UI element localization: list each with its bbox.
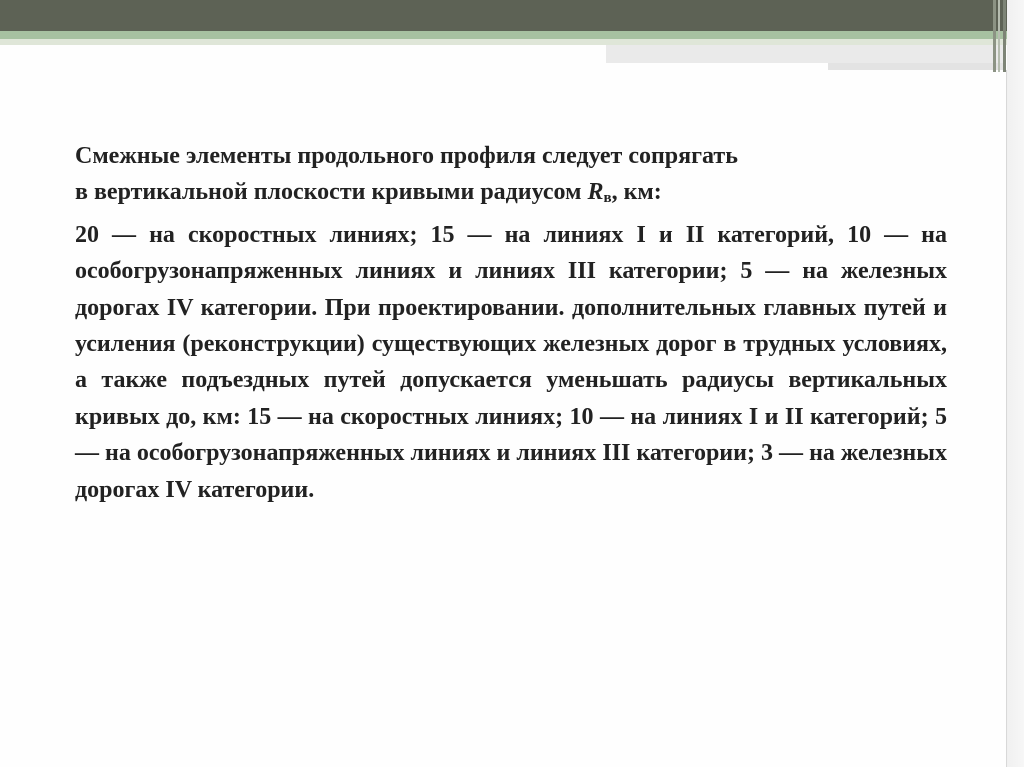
page-edge-line (1006, 70, 1007, 767)
corner-stripe (998, 0, 1000, 72)
header-gray-step (606, 45, 1006, 63)
slide-text (75, 138, 947, 508)
body-paragraph: 20 — на скоростных линиях; 15 — на линиях I и II категорий, 10 — на особогрузонапряженных линиях и линиях III категории; 5 — на железных дорогах IV категории. При проектировании. дополнительных главных путей и усиления (реконструкции) существующих железных дорог в трудных условиях, а также подъездных путей допускается уменьшать радиусы вертикальных кривых до, км: 15 — на скоростных линиях; 10 — на линиях I и II категорий; 5 — на особогрузонапряженных линиях и линиях III категории; 3 — на железных дорогах IV категории. (75, 221, 947, 503)
header-green-band (0, 31, 1024, 39)
header-gray-step-small (828, 63, 1006, 70)
intro-line-2 (75, 174, 947, 216)
radius-symbol: R (587, 179, 604, 206)
corner-stripe (1003, 0, 1006, 72)
intro-line-2-end: , км: (611, 179, 662, 206)
header-dark-band (0, 0, 1024, 31)
intro-line-1: Смежные элементы продольного профиля следует сопрягать (75, 143, 738, 169)
page-edge-shade (1007, 0, 1024, 767)
corner-stripe (993, 0, 996, 72)
radius-subscript: в (603, 190, 612, 207)
intro-line-2-start: в вертикальной плоскости кривыми радиусом (75, 179, 588, 206)
